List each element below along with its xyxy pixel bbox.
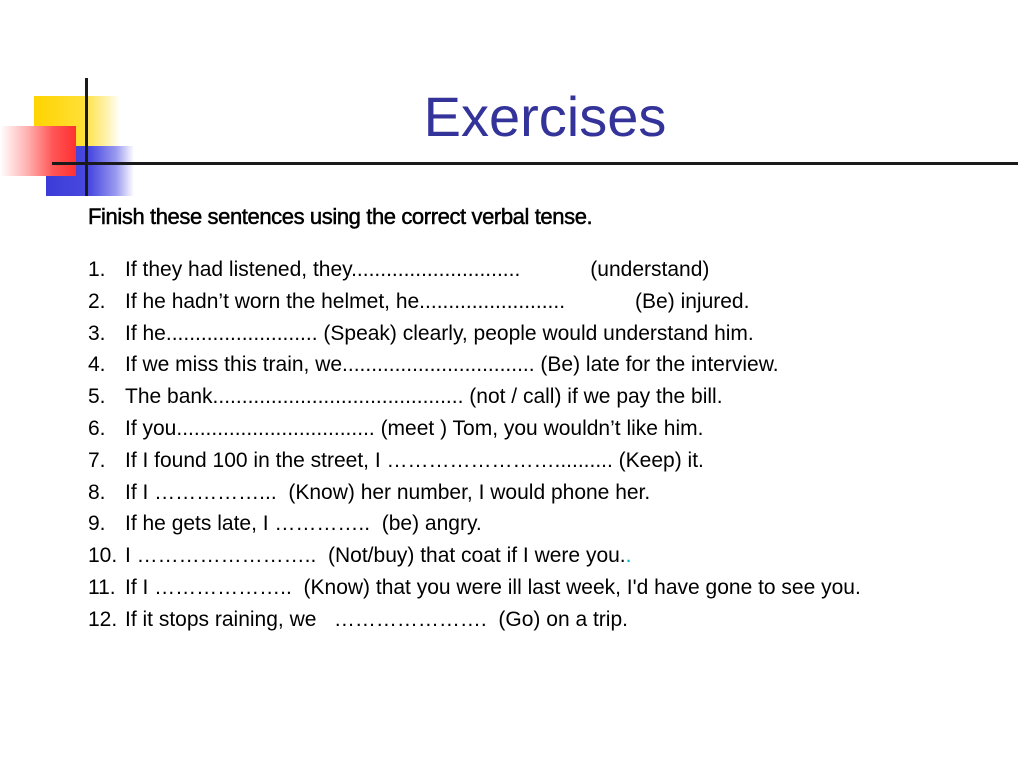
item-number: 2. bbox=[88, 289, 106, 313]
item-number: 11. bbox=[88, 575, 116, 599]
slide-title: Exercises bbox=[423, 85, 667, 148]
item-number: 5. bbox=[88, 385, 106, 409]
exercise-item bbox=[88, 254, 1008, 286]
item-text: If they had listened, they............................. (understand) bbox=[125, 258, 710, 281]
item-text: If you.................................. (meet ) Tom, you wouldn’t like him. bbox=[125, 416, 704, 440]
item-number: 10. bbox=[88, 544, 118, 568]
item-number: 7. bbox=[88, 448, 106, 472]
exercise-item bbox=[88, 318, 1008, 350]
exercise-item bbox=[88, 477, 1008, 509]
item-text: If we miss this train, we................................. (Be) late for the interview. bbox=[125, 353, 779, 377]
item-number: 4. bbox=[88, 353, 106, 377]
item-number: 1. bbox=[88, 258, 106, 281]
exercise-item bbox=[88, 413, 1008, 445]
exercise-item bbox=[88, 540, 1008, 572]
item-text: If it stops raining, we …………………. (Go) on a trip. bbox=[125, 607, 628, 631]
item-text: If he.......................... (Speak) clearly, people would understand him. bbox=[125, 321, 754, 345]
item-text: I …………………….. (Not/buy) that coat if I were you. bbox=[125, 544, 626, 568]
item-number: 9. bbox=[88, 512, 106, 536]
exercise-instruction: Finish these sentences using the correct verbal tense. bbox=[88, 204, 593, 229]
item-number: 3. bbox=[88, 321, 106, 345]
item-text: The bank........................................... (not / call) if we pay the bill. bbox=[125, 385, 723, 409]
exercise-item bbox=[88, 604, 1008, 636]
item-number: 6. bbox=[88, 416, 106, 440]
exercise-item bbox=[88, 445, 1008, 477]
item-number: 12. bbox=[88, 607, 118, 631]
item-text: If I ……………….. (Know) that you were ill last week, I'd have gone to see you. bbox=[125, 575, 861, 599]
item-text: If I ……………... (Know) her number, I would phone her. bbox=[125, 480, 651, 504]
item-number: 8. bbox=[88, 480, 106, 504]
item-text-wrapper bbox=[125, 540, 1008, 572]
exercise-item bbox=[88, 286, 1008, 318]
exercise-item bbox=[88, 381, 1008, 413]
title-underline bbox=[52, 162, 1018, 165]
item-text: If I found 100 in the street, I …………………….......... (Keep) it. bbox=[125, 448, 704, 472]
accent-dot: . bbox=[625, 544, 632, 568]
exercise-item bbox=[88, 572, 1008, 604]
exercise-list bbox=[88, 254, 1008, 636]
item-text: If he gets late, I ………….. (be) angry. bbox=[125, 512, 482, 536]
exercise-item bbox=[88, 349, 1008, 381]
item-text: If he hadn’t worn the helmet, he......................... (Be) injured. bbox=[125, 289, 750, 313]
exercise-item bbox=[88, 508, 1008, 540]
